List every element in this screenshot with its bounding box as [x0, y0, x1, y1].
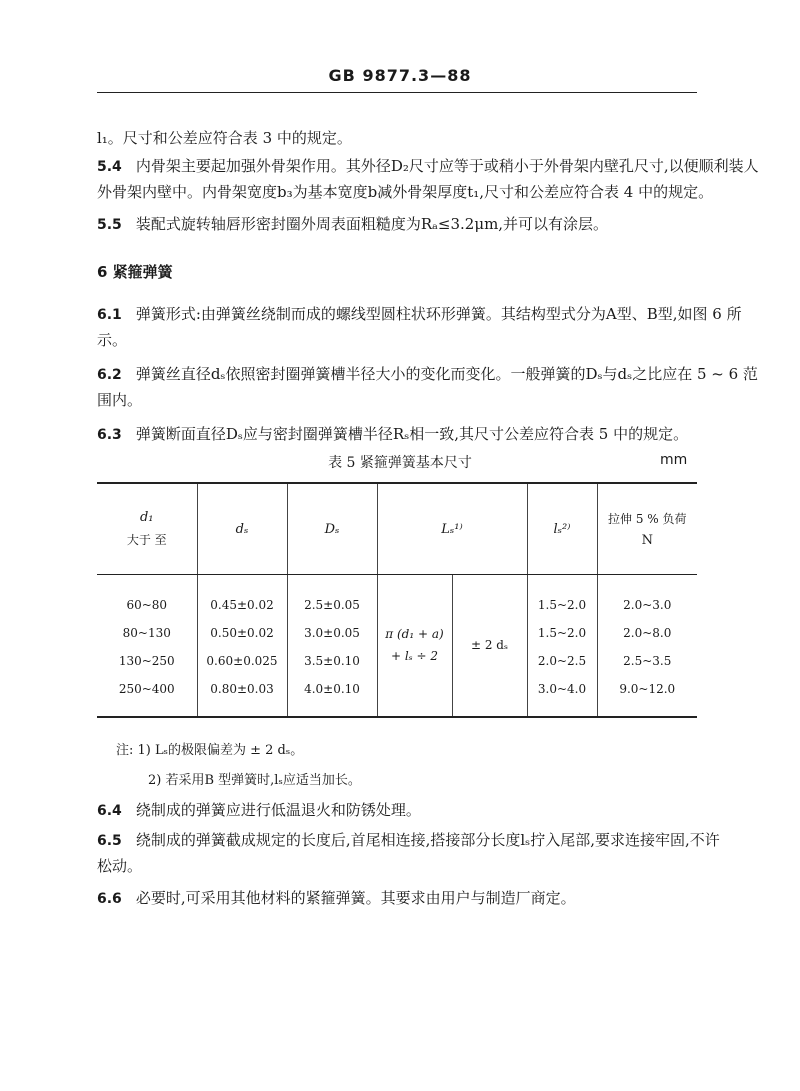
table-note-2: 2) 若采用B 型弹簧时,lₛ应适当加长。 — [148, 773, 361, 788]
paragraph-6-6 — [97, 888, 707, 909]
clause-number: 5.5 — [97, 217, 122, 233]
header-Ds: Dₛ — [287, 483, 377, 575]
paragraph-6-5 — [97, 830, 720, 851]
cell-d1: 60~80 — [126, 598, 168, 612]
paragraph-text: 外骨架内壁中。内骨架宽度b₃为基本宽度b减外骨架厚度t₁,尺寸和公差应符合表 4 中的规定。 — [97, 183, 714, 201]
header-load-unit: N — [641, 533, 653, 548]
cell-Ds: 4.0±0.10 — [304, 682, 360, 696]
paragraph-text: 弹簧断面直径Dₛ应与密封圈弹簧槽半径Rₛ相一致,其尺寸公差应符合表 5 中的规定。 — [135, 425, 689, 443]
paragraph-text: 围内。 — [97, 391, 143, 409]
header-ds: dₛ — [197, 483, 287, 575]
header-d1 — [97, 483, 197, 575]
table-caption: 表 5 紧箍弹簧基本尺寸 — [328, 455, 472, 471]
clause-number: 6.5 — [97, 833, 122, 849]
cell-Ls-tolerance: ± 2 dₛ — [452, 575, 527, 718]
paragraph-text: 必要时,可采用其他材料的紧箍弹簧。其要求由用户与制造厂商定。 — [135, 889, 576, 907]
table-unit: mm — [660, 452, 688, 468]
paragraph-text: 弹簧丝直径dₛ依照密封圈弹簧槽半径大小的变化而变化。一般弹簧的Dₛ与dₛ之比应在 5 ~ 6 范 — [135, 365, 758, 383]
cell-load: 2.5~3.5 — [623, 654, 672, 668]
paragraph-text: 示。 — [97, 331, 128, 349]
cell-d1: 130~250 — [118, 654, 175, 668]
cell-ls: 1.5~2.0 — [537, 626, 587, 640]
cell-d1: 250~400 — [118, 682, 175, 696]
paragraph-text: 装配式旋转轴唇形密封圈外周表面粗糙度为Rₐ≤3.2μm,并可以有涂层。 — [135, 215, 609, 233]
column-ds-values — [197, 575, 287, 718]
cell-Ls-formula — [377, 575, 452, 718]
cell-load: 2.0~8.0 — [623, 626, 672, 640]
paragraph-5-4 — [97, 156, 759, 177]
cell-ds: 0.80±0.03 — [210, 682, 274, 696]
clause-number: 6.2 — [97, 367, 122, 383]
paragraph-5-3-end — [97, 128, 707, 148]
header-d1-symbol: d₁ — [139, 510, 154, 525]
paragraph-6-2-cont — [97, 390, 707, 410]
paragraph-6-2 — [97, 364, 758, 385]
paragraph-5-4-cont — [97, 182, 714, 202]
clause-number: 6.6 — [97, 891, 122, 907]
header-d1-range: 大于 至 — [126, 533, 167, 547]
header-Ls: Lₛ¹⁾ — [377, 483, 527, 575]
cell-ds: 0.45±0.02 — [210, 598, 274, 612]
cell-Ds: 3.5±0.10 — [304, 654, 360, 668]
header-rule — [97, 92, 697, 93]
cell-Ds: 2.5±0.05 — [304, 598, 360, 612]
paragraph-text: l₁。尺寸和公差应符合表 3 中的规定。 — [97, 129, 352, 147]
cell-ls: 1.5~2.0 — [537, 598, 587, 612]
paragraph-6-5-cont — [97, 856, 707, 876]
cell-load: 9.0~12.0 — [619, 682, 676, 696]
spring-dimensions-table — [97, 482, 697, 718]
paragraph-text: 弹簧形式:由弹簧丝绕制而成的螺线型圆柱状环形弹簧。其结构型式分为A型、B型,如图 6 所 — [135, 305, 742, 323]
clause-number: 5.4 — [97, 159, 122, 175]
paragraph-6-3 — [97, 424, 707, 445]
table-body-row — [97, 575, 697, 718]
paragraph-5-5 — [97, 214, 707, 235]
table-note-1: 注: 1) Lₛ的极限偏差为 ± 2 dₛ。 — [116, 743, 304, 758]
cell-load: 2.0~3.0 — [623, 598, 672, 612]
Ls-formula-line1: π (d₁ + a) — [385, 627, 444, 641]
column-Ds-values — [287, 575, 377, 718]
header-ls: lₛ²⁾ — [527, 483, 597, 575]
section-heading-6: 6 紧箍弹簧 — [97, 263, 173, 281]
paragraph-text: 松动。 — [97, 857, 143, 875]
cell-ds: 0.50±0.02 — [210, 626, 274, 640]
cell-ds: 0.60±0.025 — [206, 654, 278, 668]
column-ls-values — [527, 575, 597, 718]
column-load-values — [597, 575, 697, 718]
column-d1-values — [97, 575, 197, 718]
standard-header: GB 9877.3—88 — [328, 66, 472, 85]
Ls-formula-line2: + lₛ ÷ 2 — [390, 649, 439, 663]
clause-number: 6.4 — [97, 803, 122, 819]
cell-ls: 3.0~4.0 — [537, 682, 587, 696]
paragraph-text: 绕制成的弹簧截成规定的长度后,首尾相连接,搭接部分长度lₛ拧入尾部,要求连接牢固,不许 — [135, 831, 720, 849]
cell-ls: 2.0~2.5 — [537, 654, 587, 668]
clause-number: 6.3 — [97, 427, 122, 443]
cell-d1: 80~130 — [122, 626, 171, 640]
paragraph-text: 内骨架主要起加强外骨架作用。其外径D₂尺寸应等于或稍小于外骨架内壁孔尺寸,以便顺利装人 — [135, 157, 759, 175]
paragraph-6-1 — [97, 304, 742, 325]
table-header-row — [97, 483, 697, 575]
cell-Ds: 3.0±0.05 — [304, 626, 360, 640]
header-load-label: 拉伸 5 % 负荷 — [608, 512, 687, 526]
clause-number: 6.1 — [97, 307, 122, 323]
header-load — [597, 483, 697, 575]
paragraph-6-4 — [97, 800, 707, 821]
paragraph-6-1-cont — [97, 330, 707, 350]
paragraph-text: 绕制成的弹簧应进行低温退火和防锈处理。 — [135, 801, 421, 819]
